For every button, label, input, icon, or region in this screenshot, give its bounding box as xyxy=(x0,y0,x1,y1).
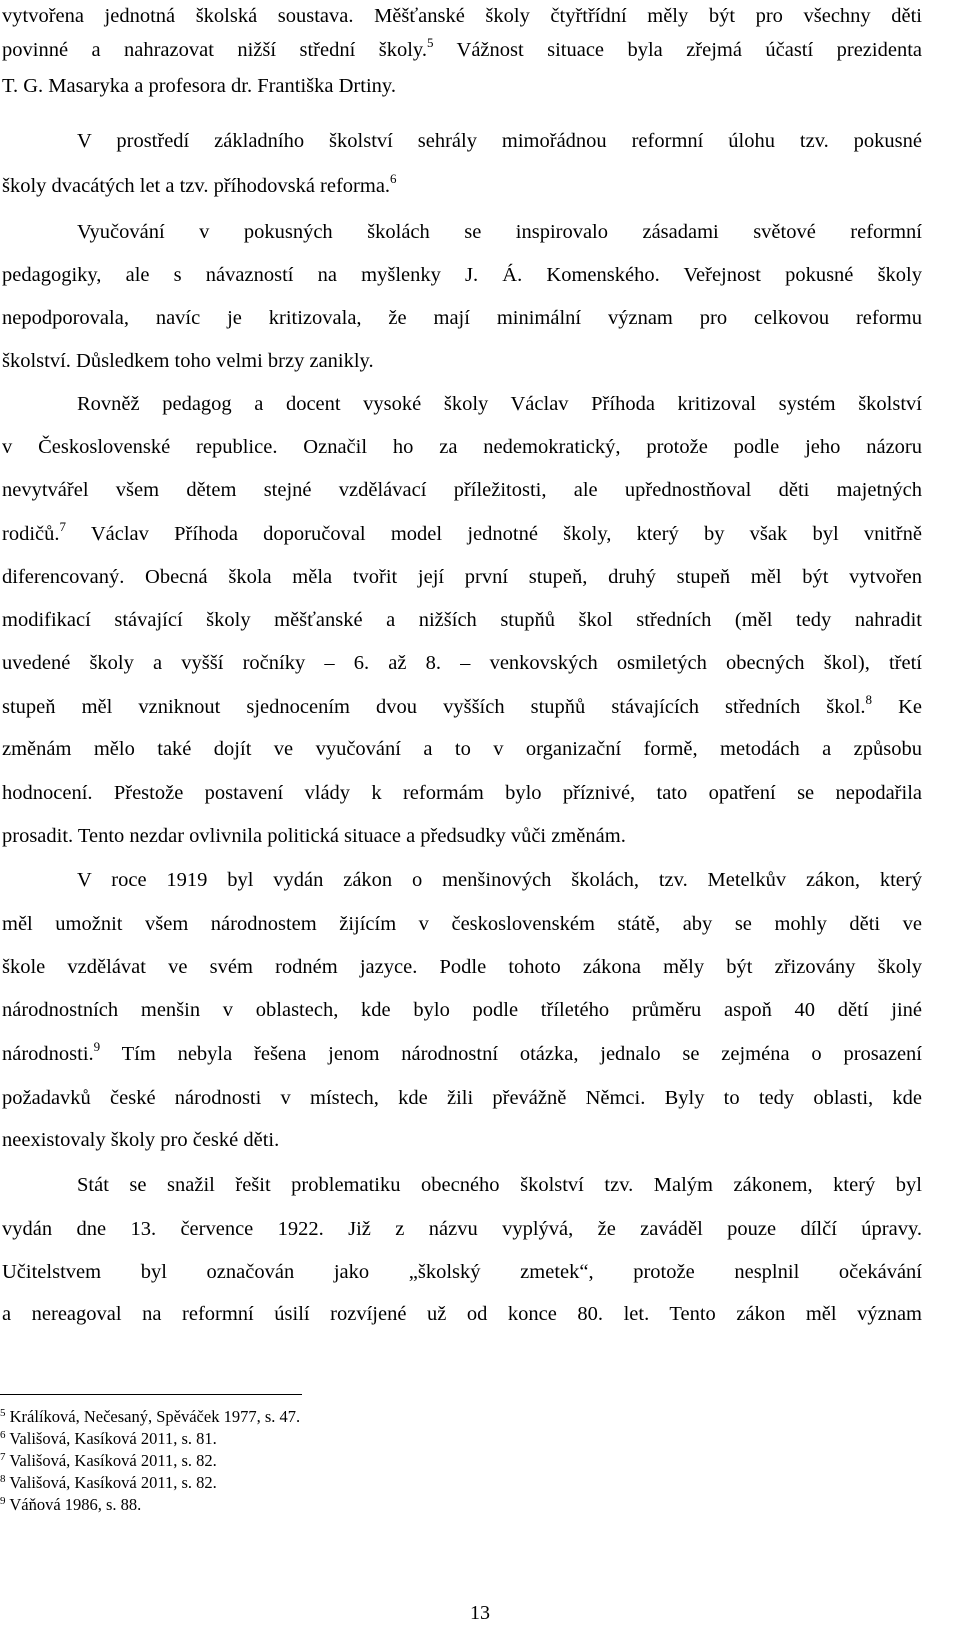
text-segment: školy dvacátých let a tzv. příhodovská reforma. xyxy=(2,175,391,197)
text-line xyxy=(2,691,922,723)
text-line: Rovněž pedagog a docent vysoké školy Václav Příhoda kritizoval systém školství xyxy=(77,393,922,415)
text-line: neexistovaly školy pro české děti. xyxy=(2,1129,280,1151)
text-line: národnostních menšin v oblastech, kde bylo podle tříletého průměru aspoň 40 dětí jiné xyxy=(2,999,922,1021)
footnote-text: Vališová, Kasíková 2011, s. 81. xyxy=(9,1429,217,1448)
footnote-text: Králíková, Nečesaný, Spěváček 1977, s. 47. xyxy=(9,1407,301,1426)
text-line: hodnocení. Přestože postavení vlády k reformám bylo příznivé, tato opatření se nepodařila xyxy=(2,782,922,804)
footnote-text: Vališová, Kasíková 2011, s. 82. xyxy=(9,1451,217,1470)
text-line: v Československé republice. Označil ho za nedemokratický, protože podle jeho názoru xyxy=(2,436,922,458)
text-line: a nereagoval na reformní úsilí rozvíjené už od konce 80. let. Tento zákon měl význam xyxy=(2,1303,922,1325)
text-segment: Tím nebyla řešena jenom národnostní otázka, jednalo se zejména o prosazení xyxy=(100,1043,922,1065)
text-line: Vyučování v pokusných školách se inspirovalo zásadami světové reformní xyxy=(77,221,922,243)
text-segment: Václav Příhoda doporučoval model jednotné školy, který by však byl vnitřně xyxy=(66,523,922,545)
text-segment: povinné a nahrazovat nižší střední školy. xyxy=(2,39,427,61)
text-line xyxy=(2,34,922,66)
text-line: vytvořena jednotná školská soustava. Měšťanské školy čtyřtřídní měly být pro všechny děti xyxy=(2,5,922,27)
text-line: Stát se snažil řešit problematiku obecného školství tzv. Malým zákonem, který byl xyxy=(77,1174,922,1196)
text-line: uvedené školy a vyšší ročníky – 6. až 8. – venkovských osmiletých obecných škol), třetí xyxy=(2,652,922,674)
text-line: změnám mělo také dojít ve vyučování a to v organizační formě, metodách a způsobu xyxy=(2,738,922,760)
text-line xyxy=(2,1038,922,1070)
footnote-reference[interactable]: 8 xyxy=(865,692,873,707)
footnote-text: Váňová 1986, s. 88. xyxy=(9,1495,142,1514)
text-line: nevytvářel všem dětem stejné vzdělávací příležitosti, ale upřednostňoval děti majetných xyxy=(2,479,922,501)
text-line: T. G. Masaryka a profesora dr. Františka Drtiny. xyxy=(2,75,396,97)
footnote-reference[interactable]: 5 xyxy=(426,35,434,50)
text-segment: Ke xyxy=(872,696,922,718)
footnote xyxy=(0,1406,300,1428)
footnote xyxy=(0,1494,141,1516)
text-segment: stupeň měl vzniknout sjednocením dvou vyšších stupňů stávajících středních škol. xyxy=(2,696,866,718)
footnote-reference[interactable]: 6 xyxy=(390,171,397,186)
text-line: vydán dne 13. července 1922. Již z názvu vyplývá, že zaváděl pouze dílčí úpravy. xyxy=(2,1218,922,1240)
text-line: V roce 1919 byl vydán zákon o menšinových školách, tzv. Metelkův zákon, který xyxy=(77,869,922,891)
footnote-reference[interactable]: 9 xyxy=(93,1039,101,1054)
footnote-separator xyxy=(0,1394,302,1395)
footnote-number: 9 xyxy=(0,1495,6,1507)
text-segment: národnosti. xyxy=(2,1043,94,1065)
footnote-number: 5 xyxy=(0,1407,6,1419)
footnote-number: 7 xyxy=(0,1451,6,1463)
text-line: požadavků české národnosti v místech, kde žili převážně Němci. Byly to tedy oblasti, kde xyxy=(2,1087,922,1109)
footnote-number: 6 xyxy=(0,1429,6,1441)
footnote-number: 8 xyxy=(0,1473,6,1485)
footnote xyxy=(0,1428,217,1450)
text-line: škole vzdělávat ve svém rodném jazyce. Podle tohoto zákona měly být zřizovány školy xyxy=(2,956,922,978)
text-line: školství. Důsledkem toho velmi brzy zanikly. xyxy=(2,350,374,372)
text-line: pedagogiky, ale s návazností na myšlenky J. Á. Komenského. Veřejnost pokusné školy xyxy=(2,264,922,286)
text-line xyxy=(2,170,922,202)
footnote xyxy=(0,1450,217,1472)
footnote-reference[interactable]: 7 xyxy=(59,519,66,534)
page-number: 13 xyxy=(470,1602,490,1624)
footnote xyxy=(0,1472,217,1494)
text-line: Učitelstvem byl označován jako „školský zmetek“, protože nesplnil očekávání xyxy=(2,1261,922,1283)
text-line: V prostředí základního školství sehrály mimořádnou reformní úlohu tzv. pokusné xyxy=(77,130,922,152)
text-line: modifikací stávající školy měšťanské a nižších stupňů škol středních (měl tedy nahradit xyxy=(2,609,922,631)
text-line: prosadit. Tento nezdar ovlivnila politická situace a předsudky vůči změnám. xyxy=(2,825,626,847)
footnote-text: Vališová, Kasíková 2011, s. 82. xyxy=(9,1473,217,1492)
text-line: nepodporovala, navíc je kritizovala, že mají minimální význam pro celkovou reformu xyxy=(2,307,922,329)
text-line: měl umožnit všem národnostem žijícím v československém státě, aby se mohly děti ve xyxy=(2,913,922,935)
text-segment: rodičů. xyxy=(2,523,60,545)
text-line xyxy=(2,518,922,550)
text-line: diferencovaný. Obecná škola měla tvořit její první stupeň, druhý stupeň měl být vytvořen xyxy=(2,566,922,588)
text-segment: Vážnost situace byla zřejmá účastí prezidenta xyxy=(433,39,922,61)
